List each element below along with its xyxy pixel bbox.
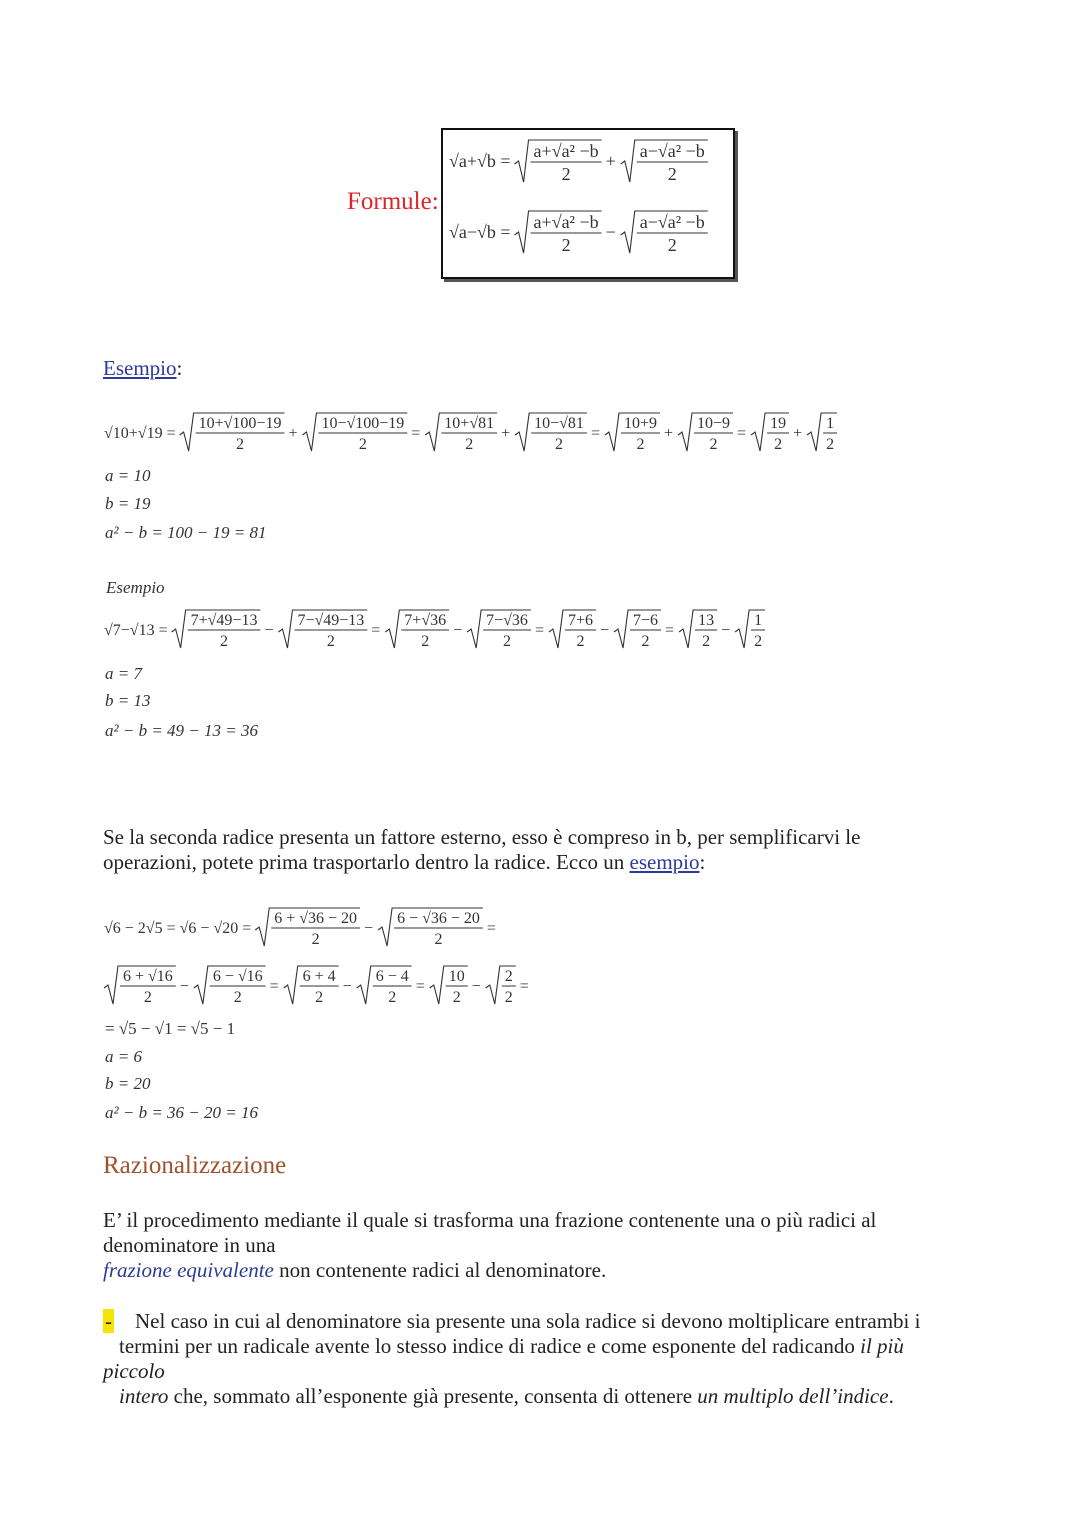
ex1-term-6-num: 10−√81	[534, 415, 584, 432]
section-p2-line4-mid: che, sommato all’esponente già presente, consenta di ottenere	[168, 1384, 698, 1408]
ex1-term-4-num: 10+√81	[444, 415, 495, 432]
frow2-term-0-den: 2	[561, 235, 571, 255]
example1-line-diff: a² − b = 100 − 19 = 81	[105, 523, 267, 542]
ex2-term-8-den: 2	[576, 633, 585, 650]
ex2-term-2-den: 2	[326, 633, 335, 650]
ex1-term-12-num: 19	[770, 415, 787, 432]
ex1-term-12-den: 2	[774, 436, 783, 453]
ex1-term-0-num: 10+√100−19	[198, 415, 282, 432]
example1-heading-suffix: :	[176, 356, 183, 380]
example-link[interactable]: esempio	[629, 850, 700, 874]
ex3a-lhs: √6 − 2√5 = √6 − √20 =	[104, 920, 252, 937]
ex3b-term-6-den: 2	[388, 989, 397, 1006]
ex2-term-0-num: 7+√49−13	[190, 612, 258, 629]
ex3a-op-3: =	[486, 920, 496, 937]
ex3b-term-6-num: 6 − 4	[375, 968, 409, 985]
ex1-term-8-den: 2	[636, 436, 645, 453]
example2-heading: Esempio	[106, 578, 165, 597]
ex2-op-9: −	[599, 622, 610, 639]
ex3b-term-4-den: 2	[315, 989, 324, 1006]
ex3b-term-2-num: 6 − √16	[212, 968, 263, 985]
ex3b-op-1: −	[179, 978, 189, 995]
ex1-term-6-den: 2	[555, 436, 564, 453]
ex2-term-0-den: 2	[220, 633, 229, 650]
ex2-op-7: =	[534, 622, 544, 639]
formula-svg	[443, 130, 733, 277]
ex2-term-8-num: 7+6	[567, 612, 593, 629]
ex3a-term-0-den: 2	[311, 931, 320, 948]
section-p1-line1: E’ il procedimento mediante il quale si trasforma una frazione contenente una o più radici al	[103, 1208, 877, 1232]
ex3b-term-10-num: 2	[504, 968, 513, 985]
section-p2-line4-em1: intero	[119, 1384, 169, 1408]
ex3b-term-10-den: 2	[504, 989, 513, 1006]
ex2-lhs: √7−√13 =	[104, 622, 168, 639]
frow1-term-2-num: a−√a² −b	[639, 141, 705, 161]
frow1-term-0-num: a+√a² −b	[533, 141, 599, 161]
example2-line-b: b = 13	[105, 691, 151, 710]
ex1-term-0-den: 2	[236, 436, 245, 453]
ex1-op-7: =	[590, 425, 600, 442]
ex3b-term-4-num: 6 + 4	[302, 968, 336, 985]
example1-heading	[103, 356, 182, 381]
example3-line-a: a = 6	[105, 1047, 142, 1066]
section-p2-line4-em2: un multiplo dell’indice	[697, 1384, 889, 1408]
ex1-term-14-den: 2	[826, 436, 835, 453]
ex3b-term-0-num: 6 + √16	[122, 968, 173, 985]
frow2-op-1: −	[605, 222, 616, 242]
ex3a-term-0-num: 6 + √36 − 20	[274, 910, 358, 927]
example3-line-b: b = 20	[105, 1074, 151, 1093]
section-p2-line4-end: .	[888, 1384, 894, 1408]
example1-equation	[100, 405, 860, 465]
ex2-op-13: −	[721, 622, 731, 639]
paragraph1	[103, 825, 860, 875]
formula-box	[441, 128, 735, 279]
ex3b-term-2-den: 2	[233, 989, 242, 1006]
example1-line-b: b = 19	[105, 494, 151, 513]
frow2-term-2-num: a−√a² −b	[639, 212, 705, 232]
ex2-term-14-den: 2	[754, 633, 763, 650]
formula-row-2	[449, 211, 708, 255]
frow2-term-0-num: a+√a² −b	[533, 212, 599, 232]
example2-equation	[100, 602, 820, 662]
ex3b-term-0-den: 2	[143, 989, 152, 1006]
section-p1-line3-rest: non contenente radici al denominatore.	[273, 1258, 607, 1282]
frow1-lhs: √a+√b =	[449, 151, 511, 171]
ex3b-op-5: −	[342, 978, 352, 995]
ex1-term-4-den: 2	[465, 436, 474, 453]
section-p2-line1	[103, 1309, 1003, 1334]
ex2-op-5: −	[453, 622, 463, 639]
formulas-label: Formule:	[347, 188, 439, 215]
ex3b-op-7: =	[415, 978, 425, 995]
paragraph1-line2	[103, 850, 860, 875]
ex2-op-3: =	[371, 622, 381, 639]
example3-line-result: = √5 − √1 = √5 − 1	[105, 1019, 236, 1038]
ex3b-op-11: =	[519, 978, 529, 995]
ex1-op-11: =	[737, 425, 747, 442]
ex3a-op-1: −	[364, 920, 374, 937]
ex2-term-6-num: 7−√36	[486, 612, 528, 629]
example1-heading-link[interactable]: Esempio	[103, 356, 177, 380]
ex1-term-2-num: 10−√100−19	[321, 415, 405, 432]
section-p2-line4	[103, 1384, 1003, 1409]
ex3a-term-2-num: 6 − √36 − 20	[397, 910, 480, 927]
frow2-lhs: √a−√b =	[449, 222, 511, 242]
formula-row-1	[449, 140, 708, 184]
ex2-op-11: =	[665, 622, 675, 639]
ex1-term-14-num: 1	[826, 415, 835, 432]
frow1-op-1: +	[605, 151, 616, 171]
ex1-op-5: +	[501, 425, 511, 442]
ex3a-term-2-den: 2	[434, 931, 443, 948]
paragraph1-line1: Se la seconda radice presenta un fattore esterno, esso è compreso in b, per semplificarvi le	[103, 825, 861, 849]
ex2-term-10-num: 7−6	[633, 612, 659, 629]
ex1-term-10-num: 10−9	[697, 415, 731, 432]
ex2-op-1: −	[264, 622, 274, 639]
ex1-term-2-den: 2	[358, 436, 367, 453]
ex3b-term-8-den: 2	[452, 989, 461, 1006]
example3-equation	[100, 900, 620, 1020]
ex1-term-10-den: 2	[709, 436, 718, 453]
ex1-op-3: =	[411, 425, 421, 442]
ex1-op-9: +	[663, 425, 674, 442]
section-paragraph-2	[103, 1309, 1003, 1409]
frow1-term-0-den: 2	[561, 164, 571, 184]
paragraph1-line2-end: :	[699, 850, 706, 874]
section-p2-line2-em: il più	[860, 1334, 904, 1358]
section-p2-line3: piccolo	[103, 1359, 165, 1383]
ex2-term-4-num: 7+√36	[404, 612, 447, 629]
section-p2-line2-text: termini per un radicale avente lo stesso indice di radice e come esponente del radicando	[119, 1334, 861, 1358]
ex2-term-4-den: 2	[421, 633, 430, 650]
section-p2-line1-text: Nel caso in cui al denominatore sia presente una sola radice si devono moltiplicare entrambi i	[135, 1309, 921, 1333]
frow2-term-2-den: 2	[667, 235, 677, 255]
ex1-term-8-num: 10+9	[623, 415, 657, 432]
ex1-op-1: +	[288, 425, 298, 442]
section-p1-line2: denominatore in una	[103, 1233, 276, 1257]
ex1-op-13: +	[793, 425, 803, 442]
section-p2-line2	[103, 1334, 1003, 1359]
ex3b-term-8-num: 10	[448, 968, 465, 985]
ex2-term-6-den: 2	[503, 633, 512, 650]
example3-line-diff: a² − b = 36 − 20 = 16	[105, 1103, 258, 1122]
example1-line-a: a = 10	[105, 466, 151, 485]
ex2-term-12-num: 13	[698, 612, 715, 629]
section-paragraph-1	[103, 1208, 1003, 1283]
ex2-term-2-num: 7−√49−13	[297, 612, 365, 629]
section-p1-line3	[103, 1258, 1003, 1283]
frow1-term-2-den: 2	[667, 164, 677, 184]
ex3b-op-9: −	[471, 978, 481, 995]
bullet-marker: -	[105, 1309, 112, 1333]
example2-line-diff: a² − b = 49 − 13 = 36	[105, 721, 258, 740]
example2-line-a: a = 7	[105, 664, 142, 683]
ex2-term-14-num: 1	[754, 612, 763, 629]
equivalent-fraction-term: frazione equivalente	[103, 1258, 274, 1282]
ex2-term-12-den: 2	[702, 633, 711, 650]
ex1-lhs: √10+√19 =	[104, 425, 176, 442]
section-title: Razionalizzazione	[103, 1152, 287, 1179]
ex2-term-10-den: 2	[641, 633, 650, 650]
ex3b-op-3: =	[269, 978, 279, 995]
paragraph1-line2-text: operazioni, potete prima trasportarlo dentro la radice. Ecco un	[103, 850, 630, 874]
